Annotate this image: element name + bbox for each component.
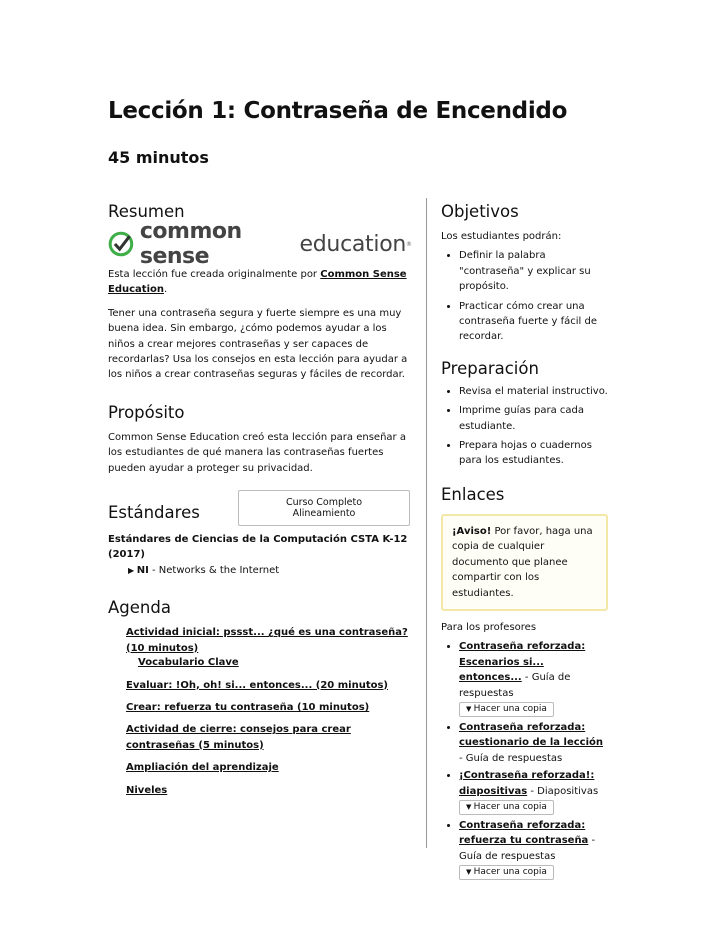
- agenda-link-vocabulary[interactable]: Vocabulario Clave: [138, 657, 239, 669]
- left-column: [108, 202, 412, 805]
- agenda-link[interactable]: Evaluar: !Oh, oh! si... entonces... (20 minutos): [126, 679, 388, 691]
- objetivos-heading: Objetivos: [441, 202, 519, 221]
- column-divider: [426, 198, 427, 848]
- resumen-body: Tener una contraseña segura y fuerte siempre es una muy buena idea. Sin embargo, ¿cómo podemos ayudar a los niños a crear mejores contraseñas y ser capaces de recordarlas? Usa los consejos en esta lección para ayudar a los niños a crear contraseñas seguras y fáciles de recordar.: [108, 307, 408, 381]
- full-course-alignment-button[interactable]: Curso Completo Alineamiento: [238, 490, 410, 526]
- list-item: • Revisa el material instructivo.: [459, 384, 609, 399]
- standards-header: [108, 498, 412, 526]
- standards-framework: Estándares de Ciencias de la Computación CSTA K-12 (2017): [108, 534, 408, 561]
- estandares-heading: Estándares: [108, 502, 200, 522]
- checkmark-logo-icon: [108, 229, 134, 259]
- agenda-link[interactable]: Ampliación del aprendizaje: [126, 762, 279, 774]
- common-sense-link[interactable]: Common Sense Education: [108, 269, 407, 296]
- caret-down-icon: ▼: [466, 802, 474, 811]
- agenda-heading: Agenda: [108, 598, 171, 618]
- lesson-duration: 45 minutos: [108, 148, 209, 167]
- agenda-link[interactable]: Niveles: [126, 784, 168, 796]
- objetivos-intro: Los estudiantes podrán:: [441, 231, 562, 242]
- standard-item[interactable]: ▶ NI - Networks & the Internet: [128, 564, 280, 576]
- make-copy-button[interactable]: ▼ Hacer una copia: [459, 702, 554, 717]
- resource-item: • Contraseña reforzada: refuerza tu contraseña - Guía de respuestas ▼ Hacer una copia: [459, 818, 609, 881]
- common-sense-logo: common sense education ®: [108, 229, 412, 259]
- page-title: Lección 1: Contraseña de Encendido: [108, 98, 568, 124]
- logo-word-education: education: [299, 231, 406, 257]
- preparacion-list: [441, 384, 609, 469]
- list-item: • Practicar cómo crear una contraseña fuerte y fácil de recordar.: [459, 299, 609, 345]
- resource-item: • Contraseña reforzada: cuestionario de la lección - Guía de respuestas: [459, 720, 609, 766]
- teachers-label: Para los profesores: [441, 621, 537, 633]
- objetivos-list: [441, 248, 609, 344]
- make-copy-button[interactable]: ▼ Hacer una copia: [459, 865, 554, 880]
- expand-triangle-icon[interactable]: ▶: [128, 565, 137, 575]
- resource-link[interactable]: ¡Contraseña reforzada!: diapositivas: [459, 770, 595, 797]
- resource-item: • ¡Contraseña reforzada!: diapositivas - Diapositivas ▼ Hacer una copia: [459, 768, 609, 816]
- logo-word-common-sense: common sense: [139, 219, 242, 269]
- right-column: [441, 202, 609, 883]
- resumen-heading: Resumen: [108, 202, 185, 221]
- resource-item: • Contraseña reforzada: Escenarios si... entonces... - Guía de respuestas ▼ Hacer una copia: [459, 639, 609, 718]
- teacher-resources-list: [441, 639, 609, 881]
- agenda-link[interactable]: Crear: refuerza tu contraseña (10 minutos): [126, 701, 370, 713]
- proposito-body: Common Sense Education creó esta lección para enseñar a los estudiantes de qué manera las contraseñas fuertes pueden ayudar a proteger su privacidad.: [108, 431, 406, 474]
- list-item: • Imprime guías para cada estudiante.: [459, 403, 609, 434]
- preparacion-heading: Preparación: [441, 358, 539, 378]
- agenda-list: [108, 625, 412, 798]
- proposito-heading: Propósito: [108, 402, 185, 422]
- make-copy-button[interactable]: ▼ Hacer una copia: [459, 800, 554, 815]
- enlaces-heading: Enlaces: [441, 484, 505, 504]
- resource-link[interactable]: Contraseña reforzada: Escenarios si... entonces...: [459, 641, 586, 684]
- list-item: • Definir la palabra "contraseña" y explicar su propósito.: [459, 248, 609, 294]
- agenda-link[interactable]: Actividad inicial: pssst... ¿qué es una contraseña? (10 minutos): [126, 627, 408, 654]
- copy-notice: ¡Aviso! Por favor, haga una copia de cualquier documento que planee compartir con los estudiantes.: [441, 514, 608, 611]
- list-item: • Prepara hojas o cuadernos para los estudiantes.: [459, 438, 609, 469]
- caret-down-icon: ▼: [466, 868, 474, 877]
- credit-text: Esta lección fue creada originalmente por Common Sense Education.: [108, 269, 407, 296]
- resource-link[interactable]: Contraseña reforzada: refuerza tu contraseña: [459, 819, 589, 847]
- caret-down-icon: ▼: [466, 704, 474, 713]
- agenda-link[interactable]: Actividad de cierre: consejos para crear contraseñas (5 minutos): [126, 724, 351, 751]
- resource-link[interactable]: Contraseña reforzada: cuestionario de la lección: [459, 721, 603, 749]
